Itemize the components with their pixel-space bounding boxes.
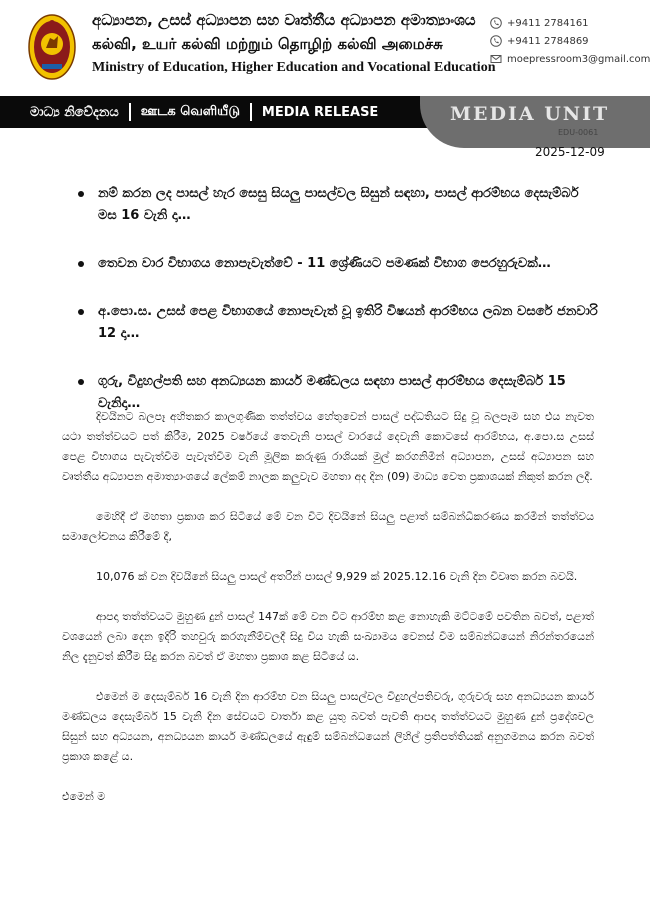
phone-icon bbox=[490, 35, 502, 47]
highlight-item: නම් කරන ලද පාසල් හැර සෙසු සියලු පාසල්වල සිසුන් සඳහා, පාසල් ආරම්භය දෙසැම්බර් මස 16 වැනි දා… bbox=[78, 183, 598, 227]
contact-phone-text: +9411 2784869 bbox=[507, 35, 589, 47]
body-paragraph: දිවයිනට බලපෑ අහිතකර කාලගුණික තත්ත්වය හේතුවෙන් පාසල් පද්ධතියට සිදු වූ බලපෑම සහ එය නැවත යථා තත්ත්වයට පත් කිරීම, 2025 වර්ෂයේ තෙවැනි පාසල් වාරයේ දෙවැනි කොටසේ ආරම්භය, අ.පො.ස උසස් පෙළ විභාගය පැවැත්වීම පැවැත්වීම වැනි මූලික කරුණු රාශියක් මුල් කරගනිමින් අධ්‍යාපන, උසස් අධ්‍යාපන සහ වෘත්තීය අධ්‍යාපන අමාත්‍යාංශයේ ලේකම් නාලක කලුවැව මහතා අද දින (09) මාධ්‍ය වෙත ප්‍රකාශයක් නිකුත් කරන ලදී. bbox=[62, 410, 594, 483]
body-paragraph: එමෙන් ම bbox=[62, 790, 106, 803]
document-code: EDU-0061 bbox=[558, 128, 599, 137]
contact-phone-text: +9411 2784161 bbox=[507, 17, 589, 29]
highlight-item: තෙවන වාර විභාගය නොපැවැත්වේ - 11 ශ්‍රේණියට පමණක් විභාග පෙරහුරුවක්… bbox=[78, 253, 598, 275]
banner-english: MEDIA RELEASE bbox=[261, 104, 379, 120]
banner-divider bbox=[250, 103, 252, 121]
phone-icon bbox=[490, 17, 502, 29]
government-emblem-icon bbox=[28, 14, 76, 80]
body-paragraph: 10,076 ක් වන දිවයිනේ සියලු පාසල් අතරින් පාසල් 9,929 ක් 2025.12.16 වැනි දින විවෘත කරන බවයි. bbox=[96, 570, 578, 583]
ministry-name-tamil: கல்வி, உயர் கல்வி மற்றும் தொழிற் கல்வி அமைச்சு bbox=[92, 35, 443, 53]
banner-sinhala: මාධ්‍ය නිවේදනය bbox=[30, 104, 119, 120]
contact-list bbox=[490, 14, 650, 68]
banner-divider bbox=[129, 103, 131, 121]
highlight-item: ගුරු, විදුහල්පති සහ අනධ්‍යයන කාර්ය මණ්ඩලය සඳහා පාසල් ආරම්භය දෙසැම්බර් 15 වැනිදා… bbox=[78, 371, 598, 415]
contact-email-text: moepressroom3@gmail.com bbox=[507, 53, 650, 65]
body-paragraph: මෙහිදී ඒ මහතා ප්‍රකාශ කර සිටියේ මේ වන විට දිවයිනේ සියලු පළාත් සම්බන්ධීකරණය කරමින් තත්ත්වය සමාලෝචනය කිරීමේ දී, bbox=[62, 510, 594, 543]
media-unit-label: MEDIA UNIT bbox=[450, 103, 610, 125]
banner-tamil: ஊடக வெளியீடு bbox=[140, 104, 240, 119]
letterhead bbox=[0, 0, 650, 92]
email-icon bbox=[490, 53, 502, 65]
contact-phone-1 bbox=[490, 14, 650, 32]
ministry-name-english: Ministry of Education, Higher Education and Vocational Education bbox=[92, 60, 496, 75]
document-date: 2025-12-09 bbox=[535, 145, 605, 159]
highlight-item: අ.පො.ස. උසස් පෙළ විභාගයේ නොපැවැත් වූ ඉතිරි විෂයන් ආරම්භය ලබන වසරේ ජනවාරි 12 දා… bbox=[78, 301, 598, 345]
release-body bbox=[62, 407, 594, 807]
ministry-name bbox=[92, 8, 496, 80]
banner-text bbox=[30, 96, 378, 128]
body-paragraph: ආපදා තත්ත්වයට මුහුණ දුන් පාසල් 147ක් මේ වන විට ආරම්භ කළ නොහැකි මට්ටමේ පවතින බවත්, පළාත් වශයෙන් ලබා දෙන ඉදිරි තහවුරු කරගැනීම්වලදී සිදු විය හැකි සංඛ්‍යාමය වෙනස් වීම සම්බන්ධයෙන් නිරන්තරයෙන් නිල දැනුවත් කිරීම සිදු කරන බවත් ඒ මහතා ප්‍රකාශ කළ සිටියේ ය. bbox=[62, 610, 594, 663]
ministry-name-sinhala: අධ්‍යාපන, උසස් අධ්‍යාපන සහ වෘත්තීය අධ්‍යාපන අමාත්‍යාංශය bbox=[92, 11, 476, 29]
body-paragraph: එමෙන් ම දෙසැම්බර් 16 වැනි දින ආරම්භ වන සියලු පාසල්වල විදුහල්පතිවරු, ගුරුවරු සහ අනධ්‍යයන කාර්ය මණ්ඩලය දෙසැම්බර් 15 වැනි දින සේවයට වාර්තා කළ යුතු බවත් පැවති ආපදා තත්ත්වයට මුහුණ දුන් ප්‍රදේශවල සිසුන් සහ අධ්‍යයන, අනධ්‍යයන කාර්ය මණ්ඩලයේ ඇඳුම් සම්බන්ධයෙන් ලිහිල් ප්‍රතිපත්තියක් අනුගමනය කරන බවත් ප්‍රකාශ කළේ ය. bbox=[62, 690, 594, 763]
contact-phone-2 bbox=[490, 32, 650, 50]
media-unit-tab bbox=[420, 96, 650, 148]
contact-email bbox=[490, 50, 650, 68]
highlight-list bbox=[78, 183, 598, 415]
